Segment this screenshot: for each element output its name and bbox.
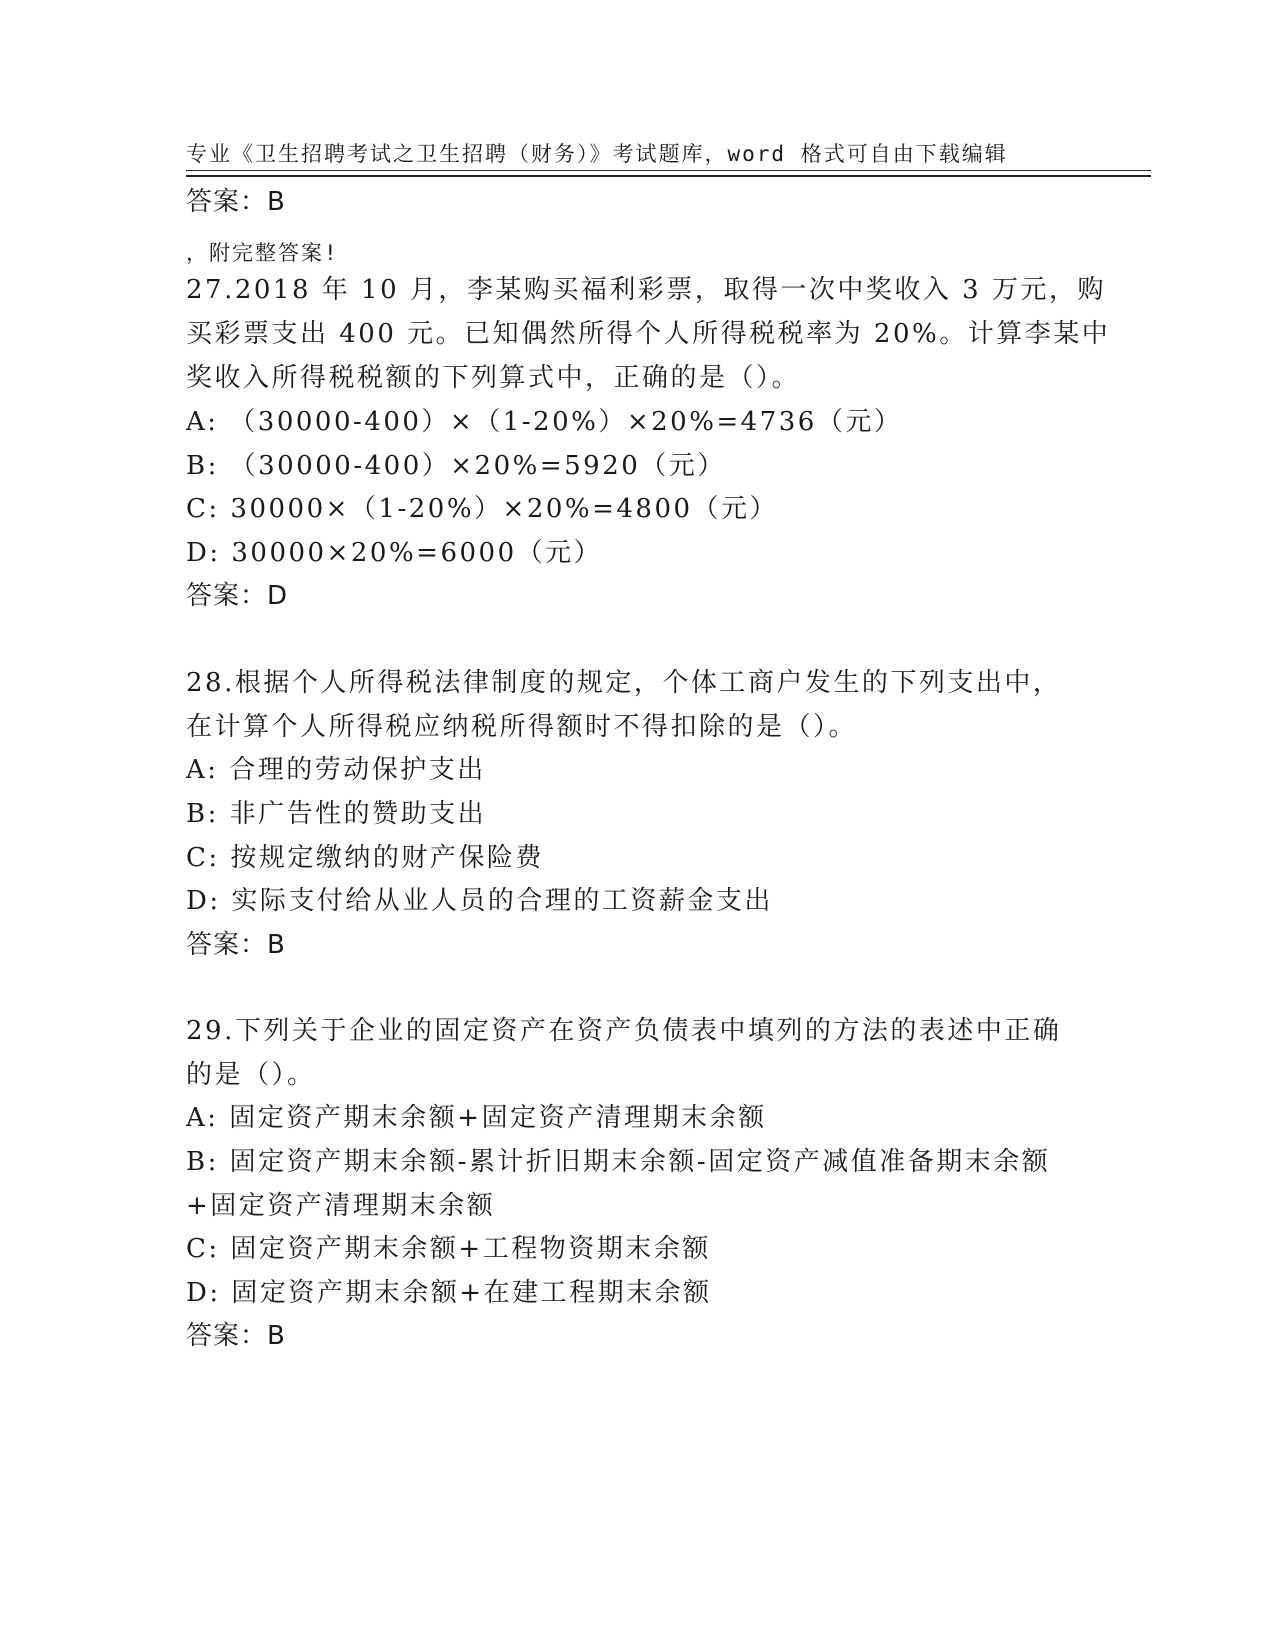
question-29-option-b: B: 固定资产期末余额-累计折旧期末余额-固定资产减值准备期末余额 [186,1147,1051,1177]
question-28-option-c: C: 按规定缴纳的财产保险费 [186,843,544,873]
question-29-stem-line-1: 29.下列关于企业的固定资产在资产负债表中填列的方法的表述中正确 [186,1016,1062,1046]
question-27-option-c: C: 30000×（1-20%）×20%=4800（元） [186,494,779,524]
question-27-answer: 答案：D [186,581,289,611]
question-29-stem-line-2: 的是（）。 [186,1060,316,1090]
question-28-option-d: D: 实际支付给从业人员的合理的工资薪金支出 [186,886,773,916]
header-line-1: 专业《卫生招聘考试之卫生招聘（财务）》考试题库，word 格式可自由下载编辑 [186,142,1008,166]
header-line-2: ，附完整答案! [186,241,339,265]
question-27-stem-line-2: 买彩票支出 400 元。已知偶然所得个人所得税税率为 20%。计算李某中 [186,319,1111,349]
question-27-stem-line-1: 27.2018 年 10 月，李某购买福利彩票，取得一次中奖收入 3 万元，购 [186,275,1106,305]
previous-answer: 答案：B [186,187,286,217]
question-27-option-d: D: 30000×20%=6000（元） [186,538,603,568]
question-29-option-a: A: 固定资产期末余额+固定资产清理期末余额 [186,1103,767,1133]
question-29-answer: 答案：B [186,1321,286,1351]
question-27-option-b: B: （30000-400）×20%=5920（元） [186,451,726,481]
question-29-option-c: C: 固定资产期末余额+工程物资期末余额 [186,1234,711,1264]
question-28-option-b: B: 非广告性的赞助支出 [186,799,487,829]
question-29-option-b-continued: +固定资产清理期末余额 [186,1191,496,1221]
question-28-answer: 答案：B [186,930,286,960]
question-29-option-d: D: 固定资产期末余额+在建工程期末余额 [186,1278,712,1308]
header-divider-thick [186,175,1151,177]
question-27-stem-line-3: 奖收入所得税税额的下列算式中，正确的是（）。 [186,363,801,393]
question-27-option-a: A: （30000-400）×（1-20%）×20%=4736（元） [186,407,903,437]
question-28-option-a: A: 合理的劳动保护支出 [186,755,486,785]
question-28-stem-line-2: 在计算个人所得税应纳税所得额时不得扣除的是（）。 [186,712,858,742]
question-28-stem-line-1: 28.根据个人所得税法律制度的规定，个体工商户发生的下列支出中， [186,668,1062,698]
header-divider-thin [186,170,1151,171]
